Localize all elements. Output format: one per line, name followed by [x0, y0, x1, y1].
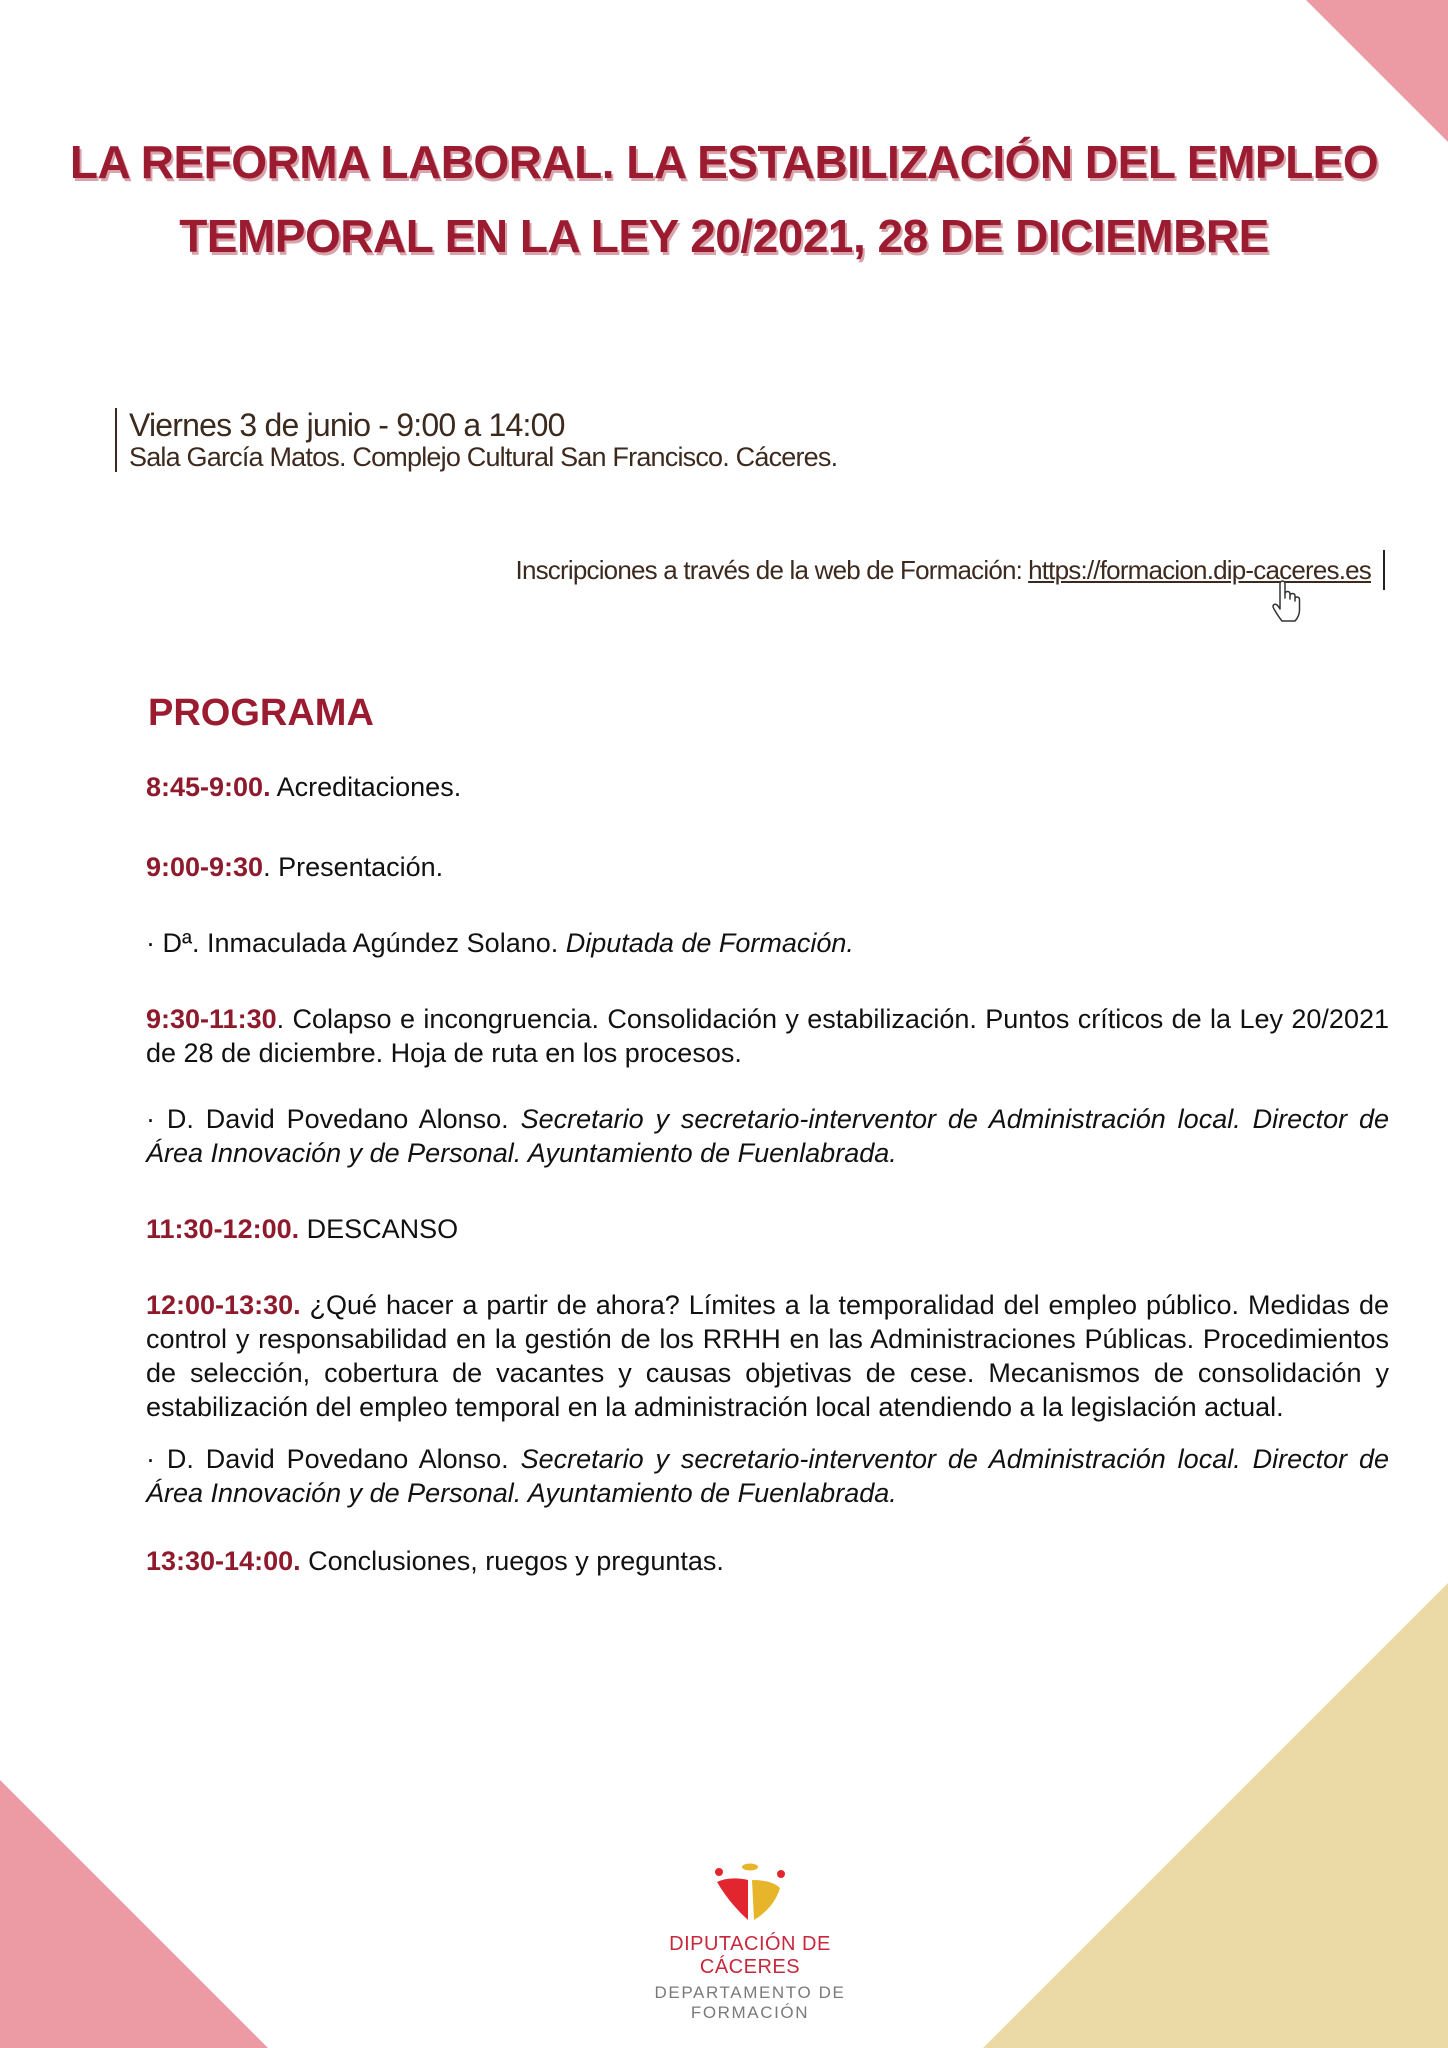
item-text: . Colapso e incongruencia. Consolidación y estabilización. Puntos críticos de la Ley 20/2021 de 28 de diciembre. Hoja de ruta en los procesos. — [146, 1004, 1389, 1068]
registration-label: Inscripciones a través de la web de Formación: — [515, 554, 1023, 585]
speaker-item — [146, 1442, 1389, 1510]
item-text: . Presentación. — [263, 852, 444, 882]
logo-department: DEPARTAMENTO DE FORMACIÓN — [654, 1983, 846, 2022]
speaker-name: · D. David Povedano Alonso. — [146, 1444, 509, 1474]
program-item — [146, 1002, 1389, 1070]
item-text: ¿Qué hacer a partir de ahora? Límites a la temporalidad del empleo público. Medidas de control y responsabilidad en la gestión de los RRHH en las Administraciones Públicas. Procedimientos de selección, cobertura de vacantes y causas objetivas de cese. Mecanismos de consolidación y estabilización del empleo temporal en la administración local atendiendo a la legislación actual. — [146, 1290, 1389, 1422]
item-text: DESCANSO — [306, 1214, 459, 1244]
program-heading: PROGRAMA — [148, 692, 374, 734]
item-time: 9:30-11:30 — [146, 1004, 277, 1034]
speaker-role: Diputada de Formación. — [565, 928, 854, 958]
registration-line — [516, 550, 1385, 590]
item-time: 8:45-9:00. — [146, 772, 271, 802]
item-time: 12:00-13:30. — [146, 1290, 301, 1320]
item-text: Conclusiones, ruegos y preguntas. — [308, 1546, 724, 1576]
program-item — [146, 1212, 1389, 1246]
speaker-name: · Dª. Inmaculada Agúndez Solano. — [146, 928, 559, 958]
speaker-role: Secretario y secretario-interventor de Administración local. Director de Área Innovación y de Personal. Ayuntamiento de Fuenlabrada. — [146, 1444, 1389, 1508]
program-item — [146, 1544, 1389, 1578]
speaker-role: Secretario y secretario-interventor de Administración local. Director de Área Innovación y de Personal. Ayuntamiento de Fuenlabrada. — [146, 1104, 1389, 1168]
item-time: 9:00-9:30 — [146, 852, 264, 882]
page-title: LA REFORMA LABORAL. LA ESTABILIZACIÓN DEL EMPLEO TEMPORAL EN LA LEY 20/2021, 28 DE DICIEMBRE — [69, 136, 1379, 262]
program-item — [146, 1288, 1389, 1424]
corner-triangle-bottom-left — [0, 1780, 268, 2048]
item-time: 13:30-14:00. — [146, 1546, 301, 1576]
hand-pointer-icon — [1270, 580, 1302, 624]
logo-emblem-icon — [710, 1862, 790, 1926]
registration-link[interactable]: https://formacion.dip-caceres.es — [1028, 554, 1371, 585]
logo-name: DIPUTACIÓN DE CÁCERES — [669, 1933, 831, 1978]
item-time: 11:30-12:00. — [146, 1214, 300, 1244]
speaker-name: · D. David Povedano Alonso. — [146, 1104, 509, 1134]
event-place: Sala García Matos. Complejo Cultural San Francisco. Cáceres. — [129, 442, 838, 472]
organization-logo — [620, 1862, 880, 2023]
event-info — [115, 408, 837, 472]
speaker-item — [146, 926, 1389, 960]
program-item — [146, 770, 1389, 804]
corner-triangle-top-right — [1306, 0, 1448, 142]
program-list — [146, 770, 1389, 1578]
text-cursor — [1383, 550, 1385, 590]
item-text: Acreditaciones. — [276, 772, 462, 802]
event-date-time: Viernes 3 de junio - 9:00 a 14:00 — [129, 407, 565, 443]
corner-triangle-bottom-right — [983, 1583, 1448, 2048]
speaker-item — [146, 1102, 1389, 1170]
program-item — [146, 850, 1389, 884]
